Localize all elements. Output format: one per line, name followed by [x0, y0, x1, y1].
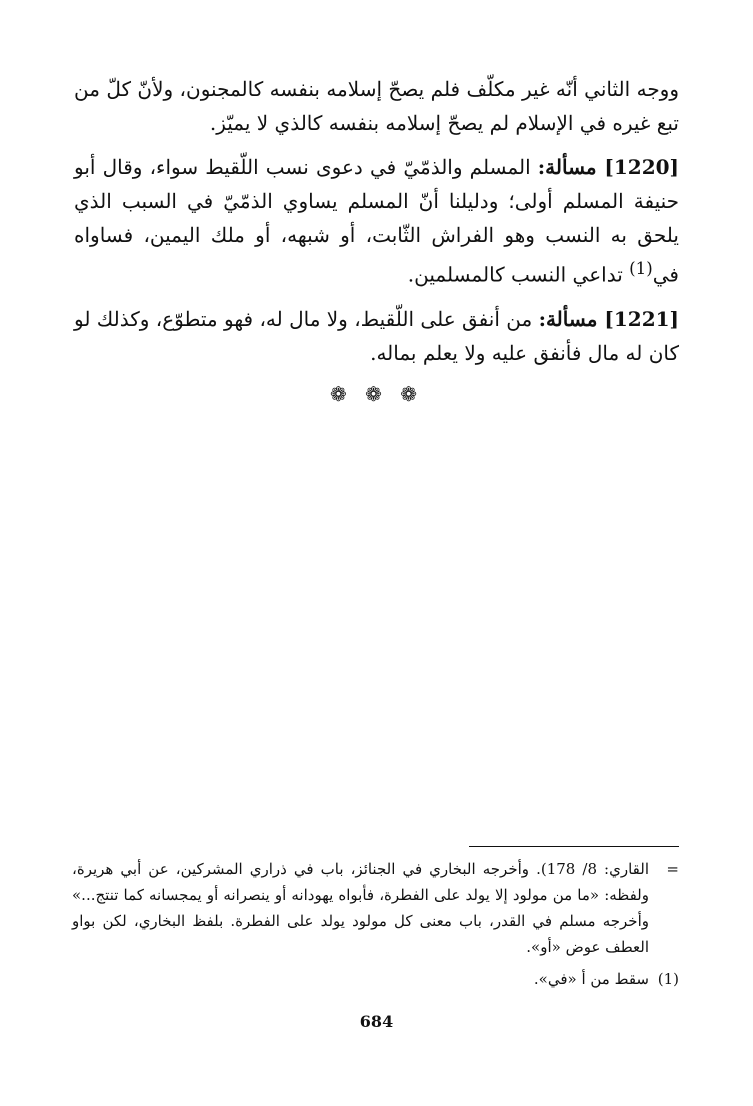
footnote-divider: [469, 846, 679, 847]
paragraph-2: [74, 150, 679, 292]
paragraph-3-text: من أنفق على اللّقيط، ولا مال له، فهو متطوّع، وكذلك لو كان له مال فأنفق عليه ولا يعلم بماله.: [73, 306, 679, 365]
footnote-continuation-text: القاري: 8/ 178). وأخرجه البخاري في الجنائز، باب في ذراري المشركين، عن أبي هريرة، ولفظه: «ما من مولود إلا يولد على الفطرة، فأبواه يهودانه أو ينصرانه أو يمجسانه كما تنتج...» وأخرجه مسلم في القدر، باب معنى كل مولود يولد على الفطرة. بلفظ البخاري، لكن بواو العطف عوض «أو».: [72, 860, 649, 956]
paragraph-3: [74, 302, 679, 370]
footnote-continuation: [72, 856, 679, 960]
continuation-mark: =: [666, 860, 679, 878]
issue-label-1221: [1221] مسألة:: [538, 306, 679, 331]
footnote-ref-1: (1): [629, 259, 653, 278]
section-separator: ❁ ❁ ❁: [330, 381, 423, 406]
footnote-1-mark: (1): [657, 970, 679, 988]
footnote-1-text: سقط من أ «في».: [533, 970, 649, 988]
page-number: 684: [359, 1012, 394, 1031]
main-text: [74, 72, 679, 408]
footnotes: [72, 856, 679, 998]
issue-label-1220: [1220] مسألة:: [537, 155, 679, 179]
paragraph-1: [74, 72, 679, 140]
paragraph-2-tail: تداعي النسب كالمسلمين.: [407, 262, 623, 287]
footnote-1: [72, 966, 679, 992]
paragraph-2-text: المسلم والذمّيّ في دعوى نسب اللّقيط سواء، وقال أبو حنيفة المسلم أولى؛ ودليلنا أنّ المسلم يساوي الذمّيّ في السبب الذي يلحق به النسب وهو الفراش الثّابت، أو شبهه، أو ملك اليمين، فساواه في: [74, 155, 679, 287]
paragraph-1-text: ووجه الثاني أنّه غير مكلّف فلم يصحّ إسلامه بنفسه كالمجنون، ولأنّ كلّ من تبع غيره في الإسلام لم يصحّ إسلامه بنفسه كالذي لا يميّز.: [74, 77, 679, 135]
